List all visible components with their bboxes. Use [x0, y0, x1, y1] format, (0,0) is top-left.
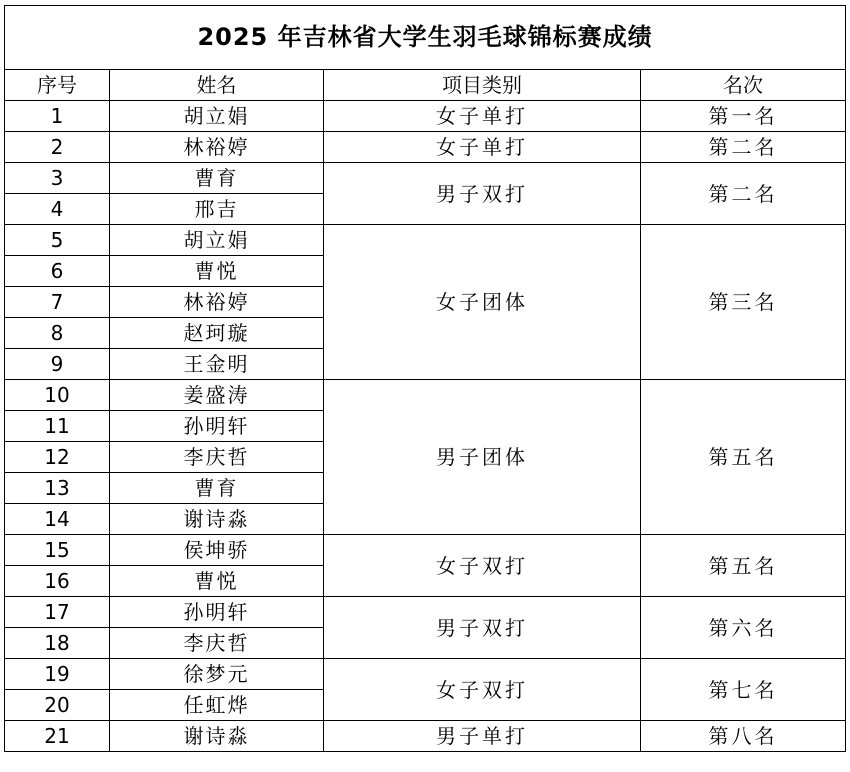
row-index: 10	[5, 380, 110, 411]
row-name: 林裕婷	[110, 287, 324, 318]
row-name: 任虹烨	[110, 690, 324, 721]
table-row	[5, 659, 846, 690]
row-name: 赵珂璇	[110, 318, 324, 349]
row-name: 胡立娟	[110, 225, 324, 256]
row-name: 谢诗淼	[110, 721, 324, 752]
row-index: 4	[5, 194, 110, 225]
results-table	[4, 5, 846, 752]
group-rank: 第六名	[641, 597, 846, 659]
row-name: 曹育	[110, 473, 324, 504]
row-index: 19	[5, 659, 110, 690]
group-rank: 第二名	[641, 163, 846, 225]
group-category: 女子双打	[324, 535, 641, 597]
row-name: 邢吉	[110, 194, 324, 225]
table-row	[5, 721, 846, 752]
row-index: 15	[5, 535, 110, 566]
table-row	[5, 163, 846, 194]
table-row	[5, 597, 846, 628]
row-index: 21	[5, 721, 110, 752]
row-name: 曹悦	[110, 566, 324, 597]
row-index: 2	[5, 132, 110, 163]
row-index: 8	[5, 318, 110, 349]
row-name: 孙明轩	[110, 597, 324, 628]
group-category: 男子双打	[324, 597, 641, 659]
title-row	[5, 6, 846, 70]
group-rank: 第八名	[641, 721, 846, 752]
table-row	[5, 132, 846, 163]
header-index: 序号	[5, 70, 110, 101]
row-index: 9	[5, 349, 110, 380]
row-index: 3	[5, 163, 110, 194]
row-name: 姜盛涛	[110, 380, 324, 411]
row-index: 18	[5, 628, 110, 659]
row-name: 谢诗淼	[110, 504, 324, 535]
header-category: 项目类别	[324, 70, 641, 101]
row-index: 14	[5, 504, 110, 535]
group-category: 女子双打	[324, 659, 641, 721]
group-category: 男子单打	[324, 721, 641, 752]
group-category: 男子团体	[324, 380, 641, 535]
group-rank: 第五名	[641, 380, 846, 535]
group-rank: 第五名	[641, 535, 846, 597]
group-rank: 第一名	[641, 101, 846, 132]
table-row	[5, 380, 846, 411]
header-row	[5, 70, 846, 101]
group-rank: 第七名	[641, 659, 846, 721]
header-rank: 名次	[641, 70, 846, 101]
row-name: 林裕婷	[110, 132, 324, 163]
group-category: 女子团体	[324, 225, 641, 380]
row-index: 12	[5, 442, 110, 473]
row-name: 李庆哲	[110, 442, 324, 473]
group-category: 男子双打	[324, 163, 641, 225]
group-category: 女子单打	[324, 132, 641, 163]
row-index: 17	[5, 597, 110, 628]
row-index: 16	[5, 566, 110, 597]
row-name: 曹育	[110, 163, 324, 194]
row-index: 13	[5, 473, 110, 504]
row-index: 7	[5, 287, 110, 318]
row-index: 20	[5, 690, 110, 721]
row-index: 1	[5, 101, 110, 132]
row-index: 5	[5, 225, 110, 256]
group-category: 女子单打	[324, 101, 641, 132]
table-row	[5, 535, 846, 566]
row-name: 侯坤骄	[110, 535, 324, 566]
row-name: 孙明轩	[110, 411, 324, 442]
row-name: 王金明	[110, 349, 324, 380]
row-name: 曹悦	[110, 256, 324, 287]
header-name: 姓名	[110, 70, 324, 101]
table-row	[5, 101, 846, 132]
row-name: 胡立娟	[110, 101, 324, 132]
results-sheet	[4, 5, 845, 752]
row-index: 6	[5, 256, 110, 287]
table-row	[5, 225, 846, 256]
row-name: 李庆哲	[110, 628, 324, 659]
row-index: 11	[5, 411, 110, 442]
group-rank: 第三名	[641, 225, 846, 380]
group-rank: 第二名	[641, 132, 846, 163]
row-name: 徐梦元	[110, 659, 324, 690]
page-title: 2025 年吉林省大学生羽毛球锦标赛成绩	[5, 6, 846, 70]
